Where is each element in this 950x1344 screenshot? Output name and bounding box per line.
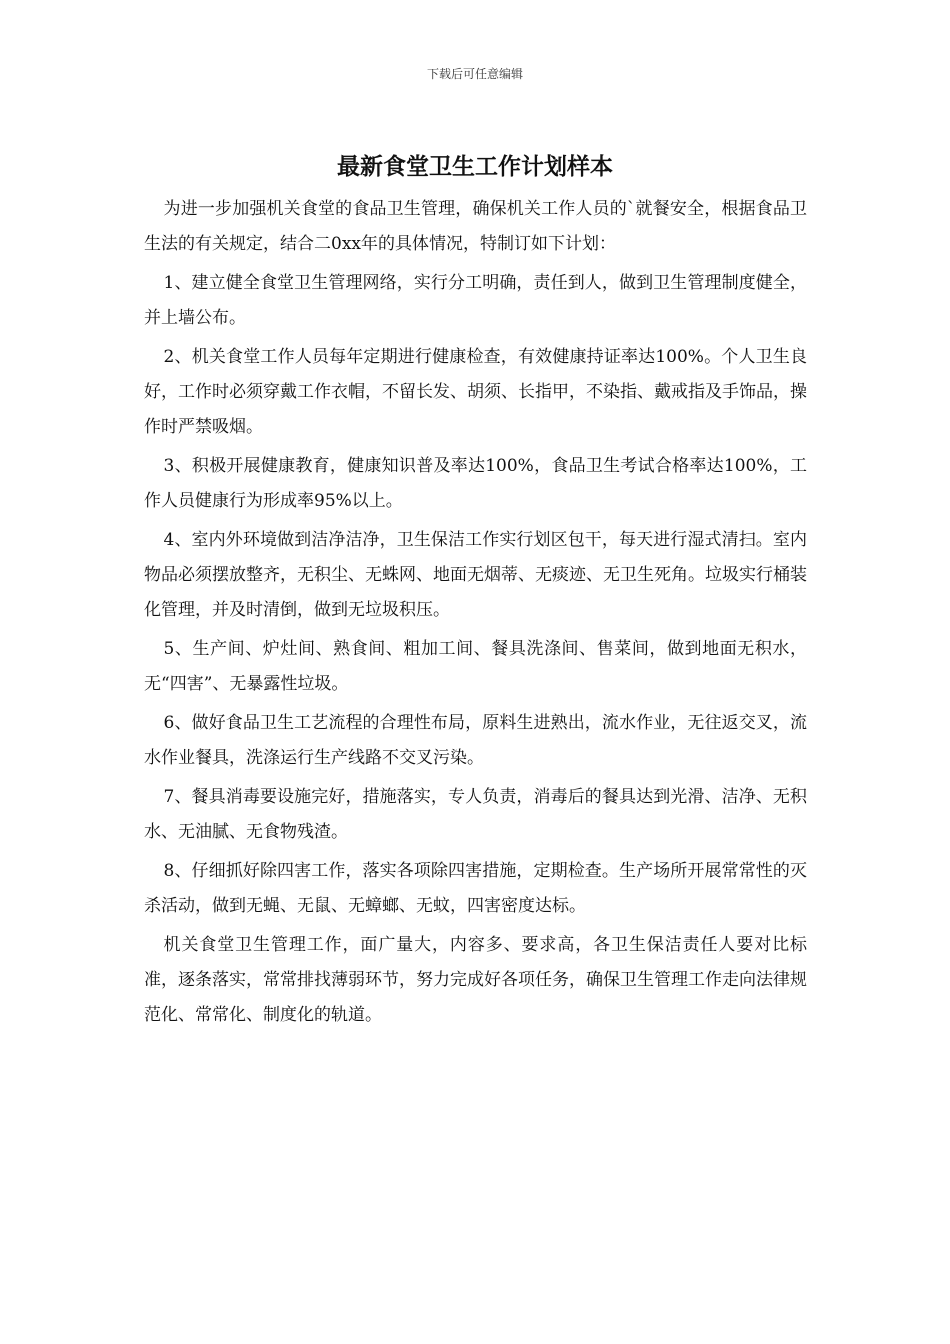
item-3-paragraph: 3、积极开展健康教育，健康知识普及率达100%，食品卫生考试合格率达100%，工作人员健康行为形成率95%以上。 bbox=[144, 456, 807, 511]
item-8-paragraph: 8、仔细抓好除四害工作，落实各项除四害措施，定期检查。生产场所开展常常性的灭杀活动，做到无蝇、无鼠、无蟑螂、无蚊，四害密度达标。 bbox=[144, 861, 807, 916]
closing-paragraph: 机关食堂卫生管理工作，面广量大，内容多、要求高，各卫生保洁责任人要对比标准，逐条落实，常常排找薄弱环节，努力完成好各项任务，确保卫生管理工作走向法律规范化、常常化、制度化的轨道。 bbox=[144, 935, 807, 1025]
intro-paragraph: 为进一步加强机关食堂的食品卫生管理，确保机关工作人员的`就餐安全，根据食品卫生法的有关规定，结合二0xx年的具体情况，特制订如下计划： bbox=[144, 199, 807, 254]
item-2-paragraph: 2、机关食堂工作人员每年定期进行健康检查，有效健康持证率达100%。个人卫生良好，工作时必须穿戴工作衣帽，不留长发、胡须、长指甲，不染指、戴戒指及手饰品，操作时严禁吸烟。 bbox=[144, 347, 807, 437]
document-title: 最新食堂卫生工作计划样本 bbox=[337, 153, 613, 180]
item-1-paragraph: 1、建立健全食堂卫生管理网络，实行分工明确，责任到人，做到卫生管理制度健全，并上墙公布。 bbox=[144, 273, 807, 328]
page-header-note: 下载后可任意编辑 bbox=[426, 67, 523, 81]
item-7-paragraph: 7、餐具消毒要设施完好，措施落实，专人负责，消毒后的餐具达到光滑、洁净、无积水、无油腻、无食物残渣。 bbox=[144, 787, 807, 842]
item-5-paragraph: 5、生产间、炉灶间、熟食间、粗加工间、餐具洗涤间、售菜间，做到地面无积水，无“四害”、无暴露性垃圾。 bbox=[144, 639, 807, 694]
document-body bbox=[144, 192, 807, 1037]
item-4-paragraph: 4、室内外环境做到洁净洁净，卫生保洁工作实行划区包干，每天进行湿式清扫。室内物品必须摆放整齐，无积尘、无蛛网、地面无烟蒂、无痰迹、无卫生死角。垃圾实行桶装化管理，并及时清倒，做到无垃圾积压。 bbox=[144, 530, 807, 620]
item-6-paragraph: 6、做好食品卫生工艺流程的合理性布局，原料生进熟出，流水作业，无往返交叉，流水作业餐具，洗涤运行生产线路不交叉污染。 bbox=[144, 713, 807, 768]
